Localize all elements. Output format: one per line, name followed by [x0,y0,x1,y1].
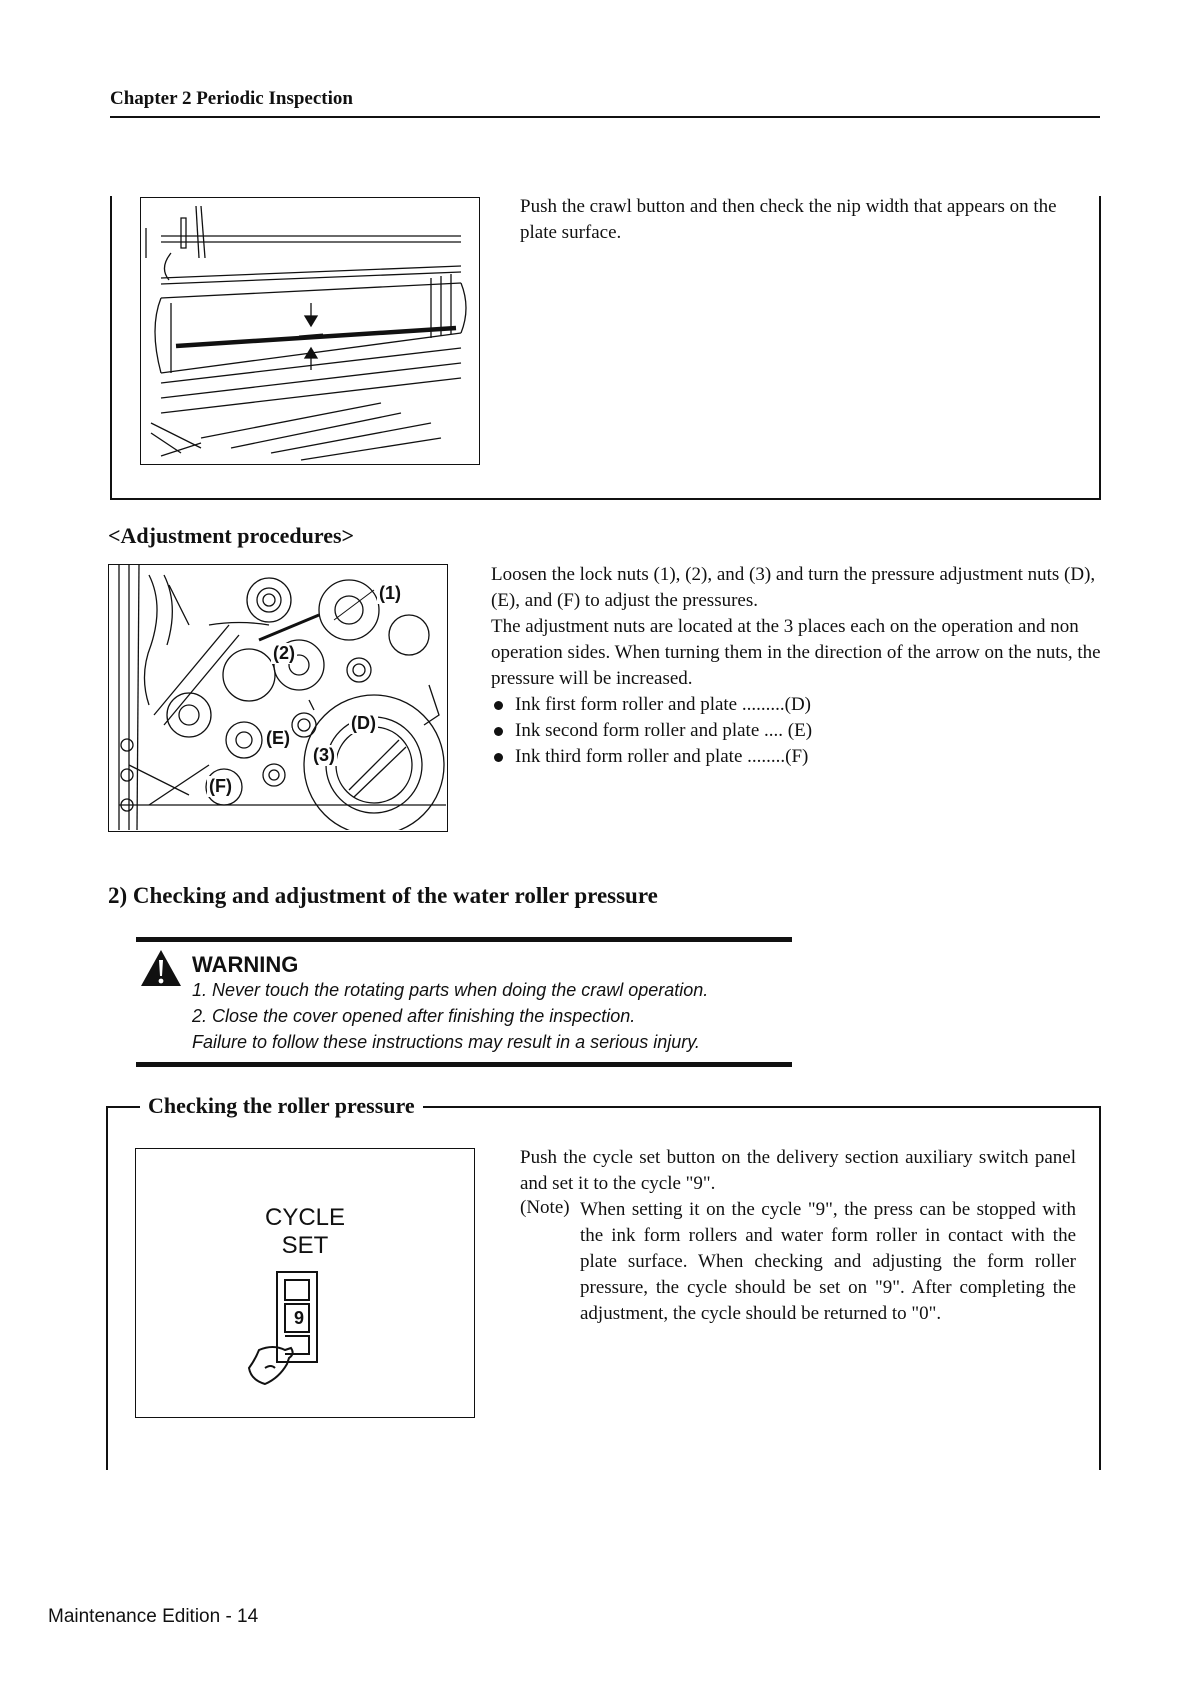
note-label: (Note) [520,1197,570,1218]
warning-bottom-rule [136,1062,792,1067]
roller-check-text: Push the cycle set button on the delivery section auxiliary switch panel and set it to the cycle "9". [520,1147,1076,1194]
bullet-item: Ink second form roller and plate .... (E) [491,718,1101,744]
figure-label-2: (2) [273,643,295,663]
warning-triangle-icon [139,948,183,988]
nip-illustration [141,198,478,463]
warning-line-3: Failure to follow these instructions may result in a serious injury. [192,1032,700,1052]
nip-frame-left [110,196,112,500]
nip-width-figure [140,197,480,465]
bullet-item: Ink first form roller and plate .........(D) [491,692,1101,718]
adjustment-heading: <Adjustment procedures> [108,523,355,548]
chapter-header: Chapter 2 Periodic Inspection [110,88,353,109]
section-2-heading: 2) Checking and adjustment of the water roller pressure [108,883,658,908]
header-rule [110,116,1100,118]
adjustment-text [491,562,1101,770]
figure-label-D: (D) [351,713,376,733]
adjustment-figure [108,564,448,832]
bullet-item: Ink third form roller and plate ........(F) [491,744,1101,770]
warning-line-2: 2. Close the cover opened after finishing the inspection. [192,1006,636,1026]
nip-frame-right [1099,196,1101,500]
figure-label-3: (3) [313,745,335,765]
warning-title: WARNING [192,952,299,977]
figure-label-E: (E) [266,728,290,748]
roller-frame-right [1099,1106,1101,1470]
note-text: When setting it on the cycle "9", the press can be stopped with the ink form rollers and water form roller in contact with the plate surface. When checking and adjusting the form roller pressure, the cycle should be set on "9". After completing the adjustment, the cycle should be returned to "0". [580,1199,1076,1324]
warning-top-rule [136,937,792,942]
figure-label-1: (1) [379,583,401,603]
page-footer: Maintenance Edition - 14 [48,1606,259,1627]
cycle-label: CYCLE [264,1204,346,1231]
roller-frame-left [106,1106,108,1470]
nip-instruction: Push the crawl button and then check the nip width that appears on the plate surface. [520,196,1057,243]
figure-label-F: (F) [209,776,232,796]
warning-line-1: 1. Never touch the rotating parts when doing the crawl operation. [192,980,709,1000]
adjustment-bullet-list [491,692,1101,770]
adjustment-paragraph-2: The adjustment nuts are located at the 3 places each on the operation and non operation sides. When turning them in the direction of the arrow on the nuts, the pressure will be increased. [491,616,1101,689]
adjustment-illustration [109,565,446,830]
cycle-digit-display: 9 [293,1308,304,1328]
roller-check-title: Checking the roller pressure [140,1093,423,1119]
nip-frame-bottom [110,498,1100,500]
set-label: SET [281,1232,329,1259]
adjustment-paragraph-1: Loosen the lock nuts (1), (2), and (3) and turn the pressure adjustment nuts (D), (E), and (F) to adjust the pressures. [491,564,1096,611]
cycle-set-switch-illustration [245,1268,335,1390]
